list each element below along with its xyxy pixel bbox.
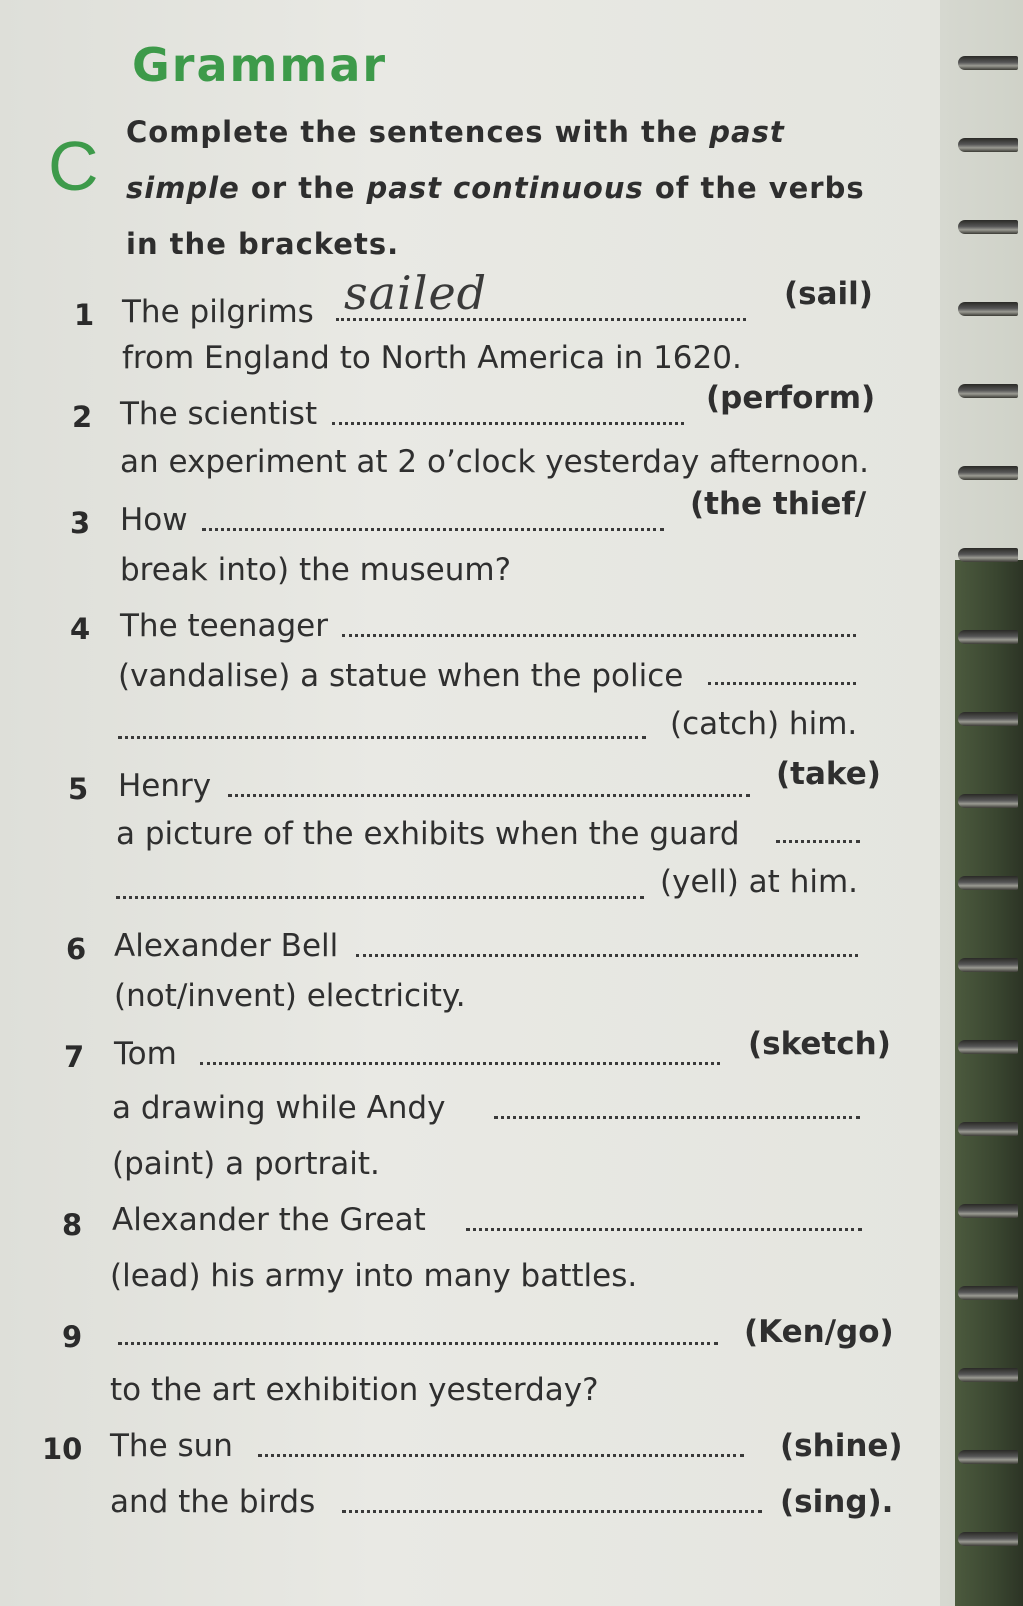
answer-blank[interactable] bbox=[708, 682, 856, 685]
item-subject: The pilgrims bbox=[122, 294, 314, 330]
binding-ring bbox=[958, 876, 1018, 890]
verb-hint: (perform) bbox=[706, 380, 876, 416]
answer-blank[interactable] bbox=[118, 1342, 718, 1345]
item-number: 5 bbox=[68, 772, 89, 806]
verb-hint: (sail) bbox=[784, 276, 873, 312]
binding-ring bbox=[958, 712, 1018, 726]
item-subject: How bbox=[120, 502, 188, 538]
item-continuation: (yell) at him. bbox=[660, 864, 859, 900]
item-subject: The scientist bbox=[120, 396, 318, 432]
item-subject: The sun bbox=[110, 1428, 233, 1464]
verb-hint: (sing). bbox=[780, 1484, 894, 1520]
binding-ring bbox=[958, 958, 1018, 972]
item-number: 3 bbox=[70, 506, 91, 540]
answer-blank[interactable] bbox=[342, 634, 856, 637]
exercise-letter: C bbox=[48, 127, 99, 205]
item-continuation: from England to North America in 1620. bbox=[122, 340, 742, 376]
item-continuation: (paint) a portrait. bbox=[112, 1146, 380, 1182]
verb-hint: (sketch) bbox=[748, 1026, 891, 1062]
verb-hint: (shine) bbox=[780, 1428, 903, 1464]
binding-ring bbox=[958, 1368, 1018, 1382]
answer-blank[interactable] bbox=[200, 1062, 720, 1065]
exercise-instruction: Complete the sentences with the past simple or the past continuous of the verbs in the brackets. bbox=[126, 115, 865, 261]
item-continuation: to the art exhibition yesterday? bbox=[110, 1372, 599, 1408]
item-number: 10 bbox=[42, 1432, 83, 1466]
binding-ring bbox=[958, 1122, 1018, 1136]
item-continuation: a picture of the exhibits when the guard bbox=[116, 816, 740, 852]
item-number: 6 bbox=[66, 932, 87, 966]
verb-hint: (take) bbox=[776, 756, 881, 792]
item-continuation: an experiment at 2 o’clock yesterday afternoon. bbox=[120, 444, 870, 480]
binding-ring bbox=[958, 1286, 1018, 1300]
answer-blank[interactable] bbox=[494, 1116, 860, 1119]
binding-ring bbox=[958, 1532, 1018, 1546]
binding-ring bbox=[958, 1450, 1018, 1464]
item-continuation: and the birds bbox=[110, 1484, 316, 1520]
item-number: 1 bbox=[74, 298, 95, 332]
answer-blank[interactable] bbox=[228, 794, 750, 797]
answer-blank[interactable] bbox=[332, 422, 684, 425]
binding-ring bbox=[958, 794, 1018, 808]
item-continuation: (vandalise) a statue when the police bbox=[118, 658, 684, 694]
binding-ring bbox=[958, 1040, 1018, 1054]
verb-hint: (the thief/ bbox=[690, 486, 867, 522]
answer-blank[interactable] bbox=[116, 896, 644, 899]
item-number: 4 bbox=[70, 612, 91, 646]
item-continuation: a drawing while Andy bbox=[112, 1090, 446, 1126]
answer-blank[interactable] bbox=[466, 1228, 862, 1231]
section-heading: Grammar bbox=[132, 38, 388, 92]
answer-blank[interactable] bbox=[776, 840, 860, 843]
item-subject: Alexander the Great bbox=[112, 1202, 426, 1238]
item-subject: Tom bbox=[114, 1036, 177, 1072]
binding-ring bbox=[958, 302, 1018, 316]
binding-ring bbox=[958, 56, 1018, 70]
answer-blank[interactable] bbox=[356, 954, 858, 957]
binding-ring bbox=[958, 466, 1018, 480]
handwritten-answer: sailed bbox=[344, 266, 488, 320]
item-number: 8 bbox=[62, 1208, 83, 1242]
item-subject: The teenager bbox=[120, 608, 328, 644]
item-continuation: (not/invent) electricity. bbox=[114, 978, 466, 1014]
answer-blank[interactable] bbox=[202, 528, 664, 531]
answer-blank[interactable] bbox=[342, 1510, 762, 1513]
item-subject: Alexander Bell bbox=[114, 928, 339, 964]
binding-ring bbox=[958, 630, 1018, 644]
binding-ring bbox=[958, 138, 1018, 152]
verb-hint: (Ken/go) bbox=[744, 1314, 894, 1350]
binding-ring bbox=[958, 220, 1018, 234]
binding-ring bbox=[958, 1204, 1018, 1218]
binding-ring bbox=[958, 384, 1018, 398]
item-continuation: (catch) him. bbox=[670, 706, 858, 742]
item-number: 9 bbox=[62, 1320, 83, 1354]
answer-blank[interactable] bbox=[258, 1454, 744, 1457]
item-continuation: break into) the museum? bbox=[120, 552, 512, 588]
item-number: 2 bbox=[72, 400, 93, 434]
answer-blank[interactable] bbox=[118, 736, 646, 739]
item-number: 7 bbox=[64, 1040, 85, 1074]
item-subject: Henry bbox=[118, 768, 212, 804]
binding-ring bbox=[958, 548, 1018, 562]
item-continuation: (lead) his army into many battles. bbox=[110, 1258, 638, 1294]
